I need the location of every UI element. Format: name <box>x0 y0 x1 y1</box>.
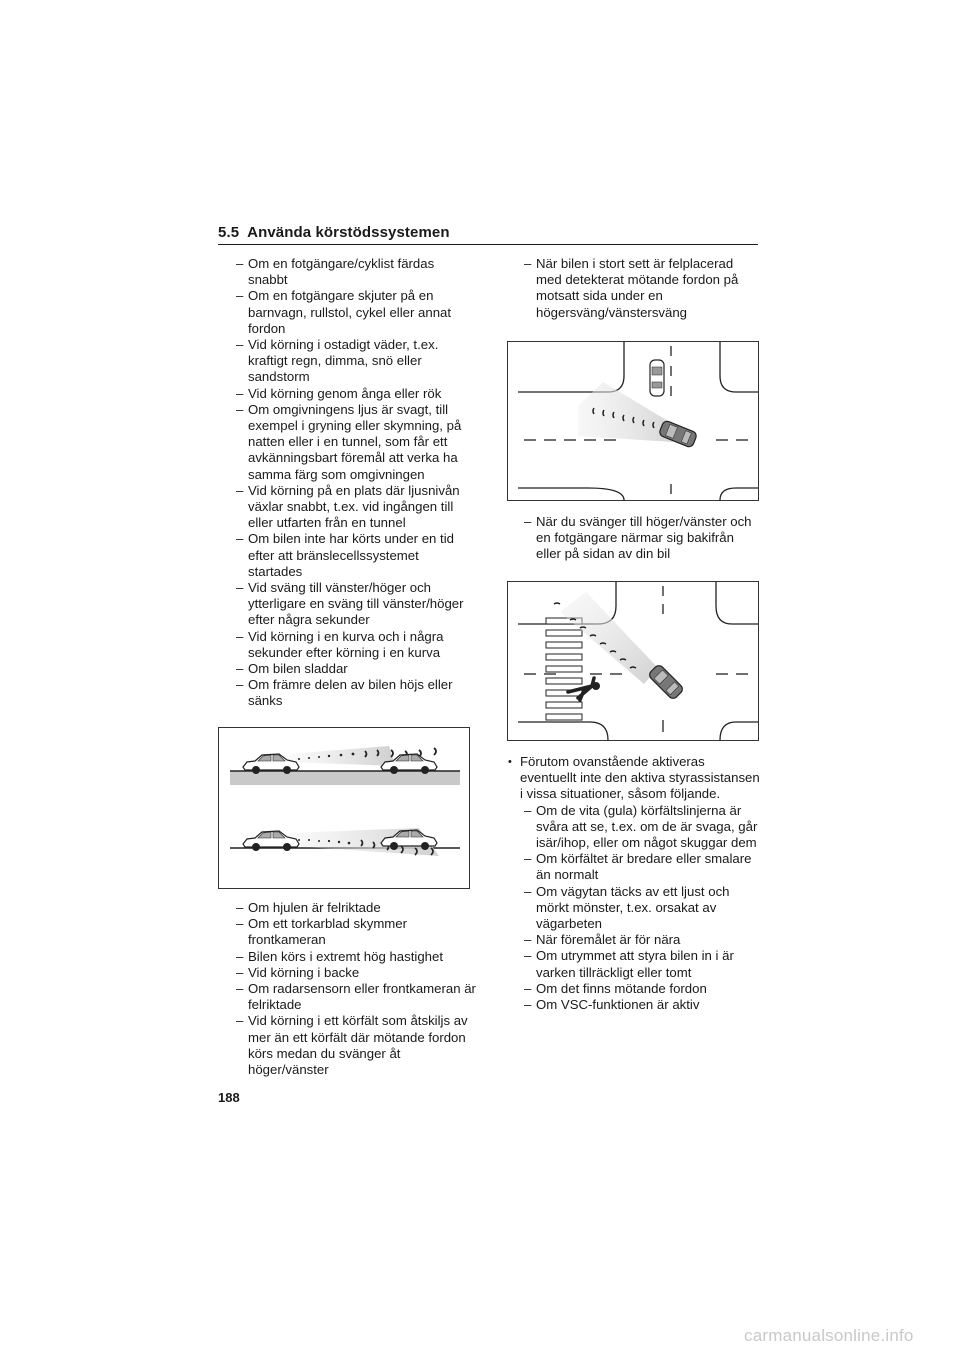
title-rule <box>218 244 758 245</box>
left-column-top <box>236 256 476 710</box>
intersection-pedestrian-graphic <box>508 582 758 740</box>
bullet-text: • Förutom ovanstående aktiveras eventuellt inte den aktiva styrassistansen i vissa situationer, såsom följande. <box>520 754 760 802</box>
list-item: – Om det finns mötande fordon <box>524 981 760 997</box>
section-number: 5.5 <box>218 224 240 241</box>
list-item: – Vid körning i backe <box>236 965 476 981</box>
list-item: – Vid körning genom ånga eller rök <box>236 386 476 402</box>
condition-list-right-a <box>524 256 760 321</box>
list-item: – Om främre delen av bilen höjs eller sänks <box>236 677 476 709</box>
list-item: – Om ett torkarblad skymmer frontkameran <box>236 916 476 948</box>
bullet-item <box>508 754 760 1013</box>
list-item: – Om utrymmet att styra bilen in i är varken tillräckligt eller tomt <box>524 948 760 980</box>
list-item: – Om VSC-funktionen är aktiv <box>524 997 760 1013</box>
own-car <box>658 420 697 448</box>
list-item: – Vid körning i ostadigt väder, t.ex. kraftigt regn, dimma, snö eller sandstorm <box>236 337 476 386</box>
intersection-pedestrian-illustration <box>507 581 759 741</box>
condition-list-top <box>236 256 476 710</box>
list-item: – Vid sväng till vänster/höger och ytterligare en sväng till vänster/höger efter några sekunder <box>236 580 476 629</box>
list-item: – När du svänger till höger/vänster och en fotgängare närmar sig bakifrån eller på sidan av din bil <box>524 514 760 563</box>
bullet-list <box>508 754 760 1013</box>
own-car <box>648 664 685 701</box>
radar-beam-upper <box>289 746 395 766</box>
list-item: – Om omgivningens ljus är svagt, till exempel i gryning eller skymning, på natten eller i en tunnel, som får ett avkänningsbart föremål att verka ha samma färg som omgivningen <box>236 402 476 483</box>
oncoming-car <box>650 360 664 396</box>
road-curve-illustration <box>218 727 470 889</box>
left-column-bottom <box>236 900 476 1078</box>
list-item: – Om vägytan täcks av ett ljust och mörkt mönster, t.ex. orsakat av vägarbeten <box>524 884 760 933</box>
list-item: – Bilen körs i extremt hög hastighet <box>236 949 476 965</box>
section-title <box>218 224 450 241</box>
page-number: 188 <box>218 1090 240 1105</box>
list-item: – Om en fotgängare skjuter på en barnvagn, rullstol, cykel eller annat fordon <box>236 288 476 337</box>
road-curve-graphic <box>219 728 469 888</box>
intersection-oncoming-illustration <box>507 341 759 501</box>
list-item: – När föremålet är för nära <box>524 932 760 948</box>
list-item: – Om bilen inte har körts under en tid efter att bränslecellssystemet startades <box>236 531 476 580</box>
list-item: – Om hjulen är felriktade <box>236 900 476 916</box>
list-item: – Vid körning i en kurva och i några sekunder efter körning i en kurva <box>236 629 476 661</box>
list-item: – Om en fotgängare/cyklist färdas snabbt <box>236 256 476 288</box>
list-item: – Vid körning i ett körfält som åtskiljs av mer än ett körfält där mötande fordon körs medan du svänger åt höger/vänster <box>236 1013 476 1078</box>
watermark-text[interactable]: carmanualsonline.info <box>744 1326 914 1345</box>
right-column-item-a <box>524 256 760 321</box>
list-item: – Om bilen sladdar <box>236 661 476 677</box>
section-name: Använda körstödssystemen <box>247 224 450 241</box>
list-item: – Om de vita (gula) körfältslinjerna är svåra att se, t.ex. om de är svaga, går isär/ihop, eller om något skuggar dem <box>524 803 760 852</box>
condition-list-right-b <box>524 514 760 563</box>
list-item: – När bilen i stort sett är felplacerad med detekterat mötande fordon på motsatt sida under en högersväng/vänstersväng <box>524 256 760 321</box>
crosswalk <box>546 618 582 720</box>
right-column-item-b <box>524 514 760 563</box>
list-item: – Vid körning på en plats där ljusnivån växlar snabbt, t.ex. vid ingången till eller utfarten från en tunnel <box>236 483 476 532</box>
list-item: – Om körfältet är bredare eller smalare än normalt <box>524 851 760 883</box>
condition-list-bottom <box>236 900 476 1078</box>
intersection-oncoming-graphic <box>508 342 758 500</box>
sub-condition-list <box>524 803 760 1014</box>
list-item: – Om radarsensorn eller frontkameran är felriktade <box>236 981 476 1013</box>
right-column-bullet-section <box>508 754 760 1013</box>
